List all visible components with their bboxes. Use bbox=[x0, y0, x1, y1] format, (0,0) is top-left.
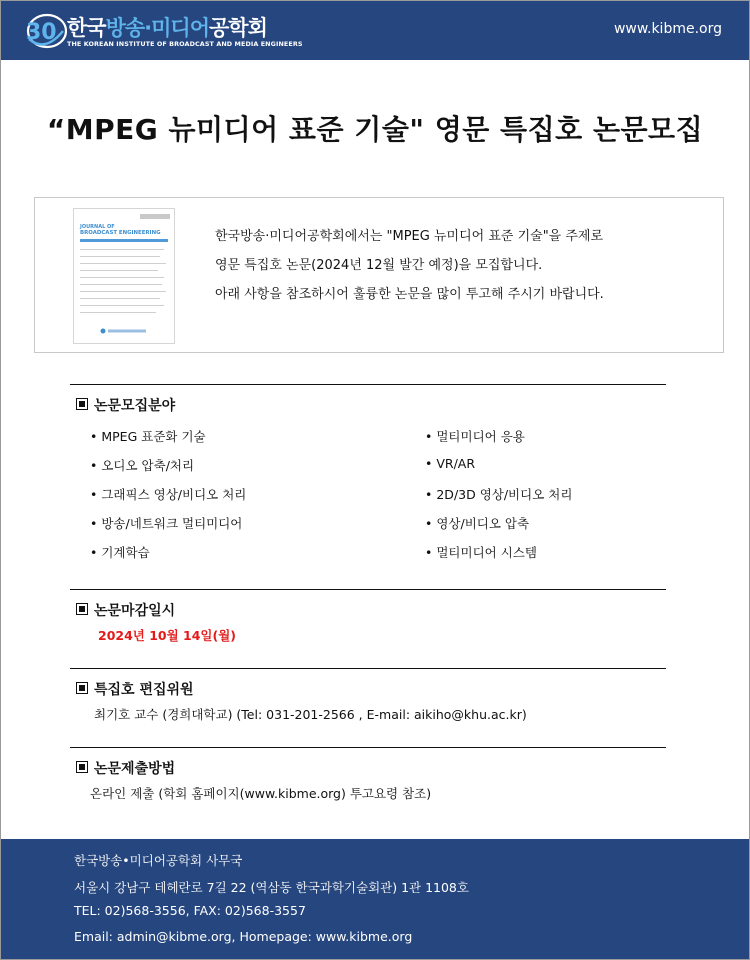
square-bullet-icon bbox=[76, 761, 88, 773]
square-bullet-icon bbox=[76, 603, 88, 615]
logo-number: 30 bbox=[26, 20, 57, 45]
list-item: • 오디오 압축/처리 bbox=[90, 456, 246, 485]
list-item: • MPEG 표준화 기술 bbox=[90, 427, 246, 456]
list-item: • 멀티미디어 시스템 bbox=[425, 543, 572, 572]
footer-office: 한국방송•미디어공학회 사무국 bbox=[74, 853, 243, 868]
site-url[interactable]: www.kibme.org bbox=[613, 21, 722, 37]
page-title: “MPEG 뉴미디어 표준 기술" 영문 특집호 논문모집 bbox=[46, 113, 704, 146]
list-item: • 영상/비디오 압축 bbox=[425, 514, 572, 543]
section-deadline bbox=[70, 589, 666, 669]
intro-line: 한국방송·미디어공학회에서는 "MPEG 뉴미디어 표준 기술"을 주제로 bbox=[215, 229, 604, 244]
cover-line bbox=[80, 270, 158, 271]
list-item: • 2D/3D 영상/비디오 처리 bbox=[425, 485, 572, 514]
square-bullet-icon bbox=[76, 398, 88, 410]
list-item: • 방송/네트워크 멀티미디어 bbox=[90, 514, 246, 543]
cover-line bbox=[80, 298, 160, 299]
deadline-date: 2024년 10월 14일(월) bbox=[98, 628, 237, 643]
society-logo[interactable] bbox=[23, 9, 303, 53]
intro-box bbox=[34, 197, 724, 353]
cover-bar bbox=[80, 239, 168, 242]
anniversary-30-icon bbox=[23, 9, 67, 53]
cover-line bbox=[80, 312, 156, 313]
header-bar bbox=[1, 1, 749, 60]
list-item: • VR/AR bbox=[425, 456, 572, 485]
cover-line bbox=[80, 256, 160, 257]
section-heading: 논문제출방법 bbox=[76, 758, 175, 778]
cover-line bbox=[80, 263, 166, 264]
section-fields bbox=[70, 384, 666, 590]
cover-line bbox=[80, 277, 164, 278]
section-editor bbox=[70, 668, 666, 748]
field-column-right bbox=[425, 427, 572, 572]
cover-logo-icon bbox=[100, 328, 148, 334]
submission-info: 온라인 제출 (학회 홈페이지(www.kibme.org) 투고요령 참조) bbox=[90, 786, 432, 801]
footer-address: 서울시 강남구 테헤란로 7길 22 (역삼동 한국과학기술회관) 1관 1108호 bbox=[74, 880, 469, 895]
cover-journal-name: BROADCAST ENGINEERING bbox=[80, 230, 161, 236]
section-heading: 논문모집분야 bbox=[76, 395, 175, 415]
section-submission bbox=[70, 747, 666, 828]
footer-contact: Email: admin@kibme.org, Homepage: www.kibme.org bbox=[74, 929, 413, 944]
footer-bar bbox=[1, 839, 749, 959]
section-heading: 논문마감일시 bbox=[76, 600, 175, 620]
intro-line: 영문 특집호 논문(2024년 12월 발간 예정)을 모집합니다. bbox=[215, 258, 543, 273]
square-bullet-icon bbox=[76, 682, 88, 694]
intro-line: 아래 사항을 참조하시어 훌륭한 논문을 많이 투고해 주시기 바랍니다. bbox=[215, 287, 604, 302]
list-item: • 기계학습 bbox=[90, 543, 246, 572]
org-name-en: THE KOREAN INSTITUTE OF BROADCAST AND MEDIA ENGINEERS bbox=[67, 40, 303, 48]
intro-text bbox=[215, 222, 715, 309]
journal-cover-image bbox=[73, 208, 175, 344]
org-name-ko: 한국방송·미디어공학회 bbox=[67, 16, 267, 40]
footer-phone: TEL: 02)568-3556, FAX: 02)568-3557 bbox=[74, 903, 306, 918]
field-column-left bbox=[90, 427, 246, 572]
list-item: • 그래픽스 영상/비디오 처리 bbox=[90, 485, 246, 514]
section-heading: 특집호 편집위원 bbox=[76, 679, 194, 699]
cover-line bbox=[80, 291, 166, 292]
cover-top-tag bbox=[140, 214, 170, 219]
list-item: • 멀티미디어 응용 bbox=[425, 427, 572, 456]
cover-line bbox=[80, 249, 164, 250]
editor-info: 최기호 교수 (경희대학교) (Tel: 031-201-2566 , E-mail: aikiho@khu.ac.kr) bbox=[94, 707, 527, 722]
cover-line bbox=[80, 305, 164, 306]
cover-line bbox=[80, 284, 162, 285]
cover-journal-label: JOURNAL OF bbox=[80, 224, 115, 230]
